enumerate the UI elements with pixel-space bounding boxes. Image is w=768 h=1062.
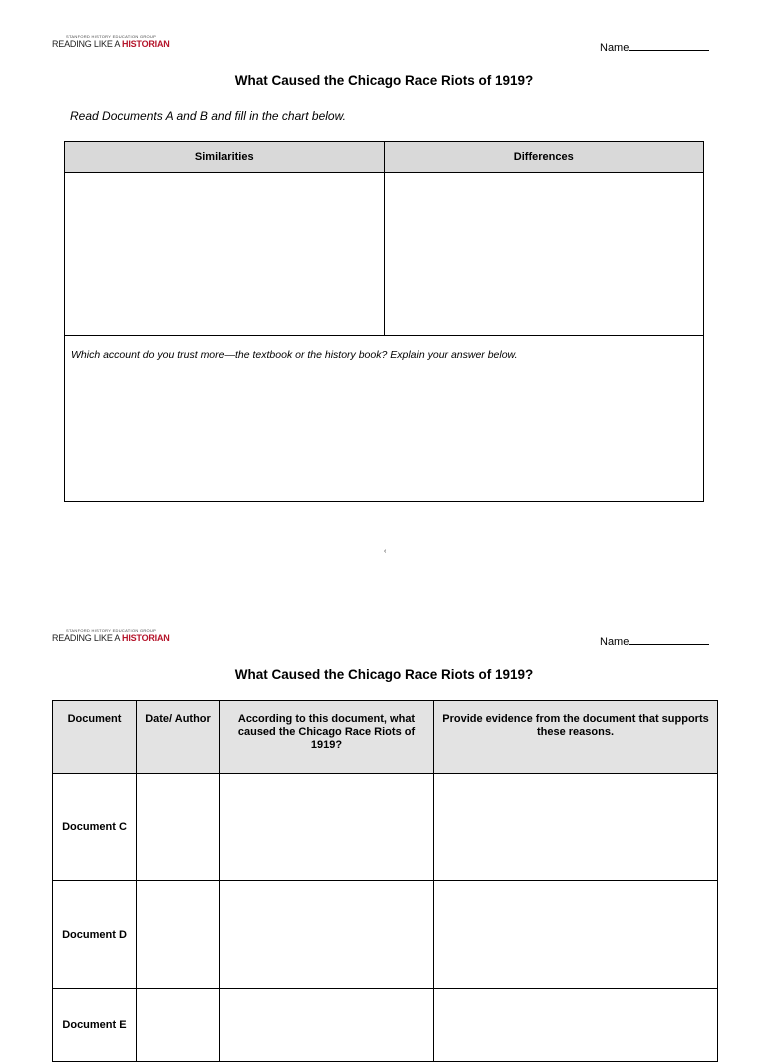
name-input-line[interactable] — [629, 634, 709, 645]
evidence-cell[interactable] — [434, 989, 718, 1062]
row-label: Document E — [53, 989, 137, 1062]
logo-main-prefix: READING LIKE A — [52, 39, 123, 49]
causes-cell[interactable] — [220, 989, 434, 1062]
name-label: Name — [600, 636, 630, 648]
header-date-author: Date/ Author — [137, 701, 220, 774]
logo-main-prefix: READING LIKE A — [52, 633, 123, 643]
logo-top-text: STANFORD HISTORY EDUCATION GROUP — [66, 628, 157, 633]
page-title: What Caused the Chicago Race Riots of 1919? — [234, 667, 534, 682]
comparison-table — [64, 141, 704, 502]
name-field — [600, 634, 709, 648]
document-analysis-table — [52, 700, 718, 1062]
logo — [52, 34, 170, 49]
trust-question-cell[interactable] — [65, 336, 704, 502]
header-evidence: Provide evidence from the document that supports these reasons. — [434, 701, 718, 774]
causes-cell[interactable] — [220, 774, 434, 881]
page-marker: ‹ — [384, 548, 387, 555]
logo-main-text — [52, 39, 170, 49]
name-field — [600, 40, 709, 54]
name-input-line[interactable] — [629, 40, 709, 51]
causes-cell[interactable] — [220, 881, 434, 989]
logo-top-text: STANFORD HISTORY EDUCATION GROUP — [66, 34, 157, 39]
logo-main-highlight: HISTORIAN — [122, 39, 170, 49]
name-label: Name — [600, 42, 630, 54]
table-row — [53, 774, 718, 881]
header-differences: Differences — [384, 142, 704, 173]
date-author-cell[interactable] — [137, 881, 220, 989]
logo-main-highlight: HISTORIAN — [122, 633, 170, 643]
logo — [52, 628, 170, 643]
evidence-cell[interactable] — [434, 881, 718, 989]
trust-question: Which account do you trust more—the textbook or the history book? Explain your answer below. — [71, 349, 518, 361]
page-title: What Caused the Chicago Race Riots of 1919? — [234, 73, 534, 88]
header-document: Document — [53, 701, 137, 774]
row-label: Document D — [53, 881, 137, 989]
date-author-cell[interactable] — [137, 774, 220, 881]
differences-cell[interactable] — [384, 173, 704, 336]
evidence-cell[interactable] — [434, 774, 718, 881]
header-similarities: Similarities — [65, 142, 385, 173]
table-row — [53, 881, 718, 989]
similarities-cell[interactable] — [65, 173, 385, 336]
instructions: Read Documents A and B and fill in the chart below. — [70, 109, 346, 123]
row-label: Document C — [53, 774, 137, 881]
logo-main-text — [52, 633, 170, 643]
header-causes: According to this document, what caused the Chicago Race Riots of 1919? — [220, 701, 434, 774]
table-row — [53, 989, 718, 1062]
date-author-cell[interactable] — [137, 989, 220, 1062]
